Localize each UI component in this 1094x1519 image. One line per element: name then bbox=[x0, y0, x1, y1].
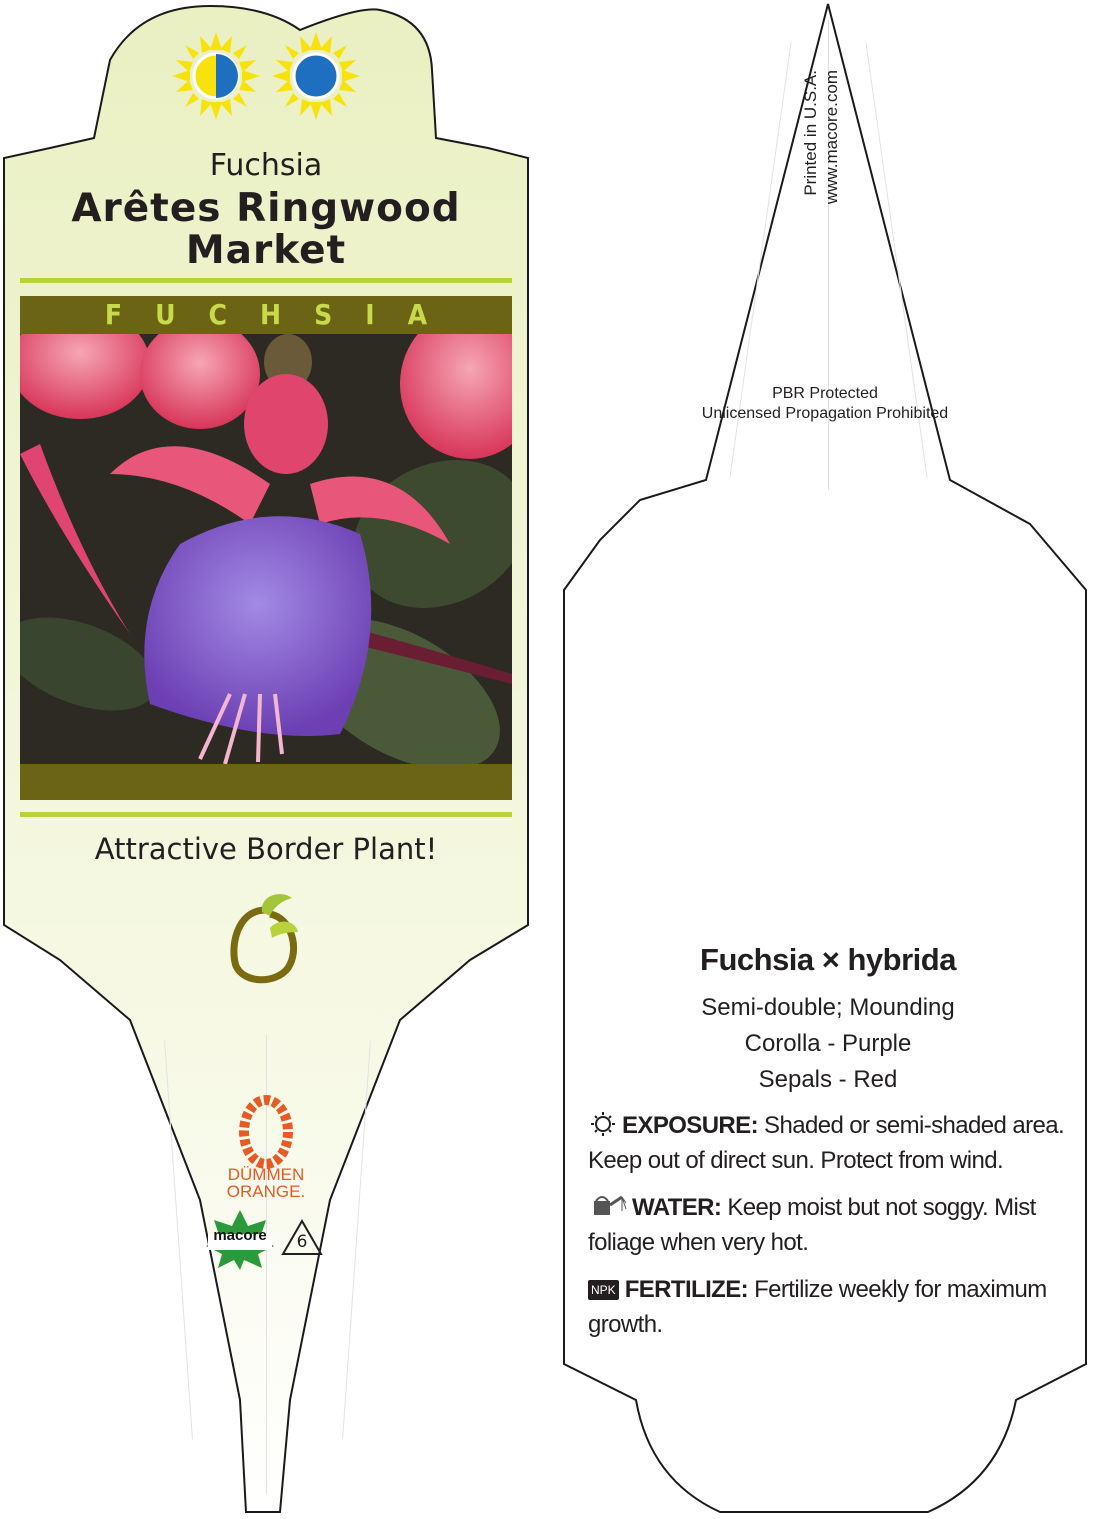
printed-line1: Printed in U.S.A. bbox=[801, 70, 820, 196]
printed-notice bbox=[800, 70, 842, 230]
pbr-line2: Unlicensed Propagation Prohibited bbox=[701, 405, 949, 422]
sun-outline-icon bbox=[588, 1111, 618, 1137]
flower-photo bbox=[20, 334, 512, 764]
watering-can-icon bbox=[588, 1191, 628, 1219]
band-label: FUCHSIA bbox=[104, 298, 461, 331]
care-water bbox=[588, 1190, 1068, 1260]
npk-icon: NPK bbox=[588, 1280, 619, 1300]
descriptor-corolla: Corolla - Purple bbox=[744, 1030, 912, 1057]
variety-name-line1: Arêtes Ringwood bbox=[71, 186, 461, 231]
sun-full-shade-icon bbox=[266, 30, 366, 130]
divider-rule-top bbox=[20, 278, 512, 283]
breeder-name-line1: DÜMMEN bbox=[227, 1165, 305, 1184]
seedling-logo-icon bbox=[226, 888, 306, 988]
macore-wordmark: macore bbox=[213, 1227, 267, 1244]
water-text: Keep moist but not soggy. Mist foliage when very hot. bbox=[588, 1194, 1036, 1256]
breeder-logo-icon bbox=[226, 1094, 306, 1174]
pbr-line1: PBR Protected bbox=[772, 385, 878, 402]
botanical-name: Fuchsia × hybrida bbox=[700, 942, 956, 977]
fertilize-text: Fertilize weekly for maximum growth. bbox=[588, 1276, 1047, 1338]
descriptor-habit: Semi-double; Mounding bbox=[701, 994, 955, 1021]
descriptor-sepals: Sepals - Red bbox=[758, 1066, 898, 1093]
sun-partial-shade-icon bbox=[166, 30, 266, 130]
variety-name-line2: Market bbox=[185, 228, 347, 273]
divider-rule-bottom bbox=[20, 812, 512, 817]
exposure-label: EXPOSURE: bbox=[622, 1112, 758, 1139]
recycle-code: 6 bbox=[296, 1232, 308, 1252]
photo-band-bottom bbox=[20, 764, 512, 800]
breeder-name bbox=[210, 1166, 322, 1200]
care-fertilize bbox=[588, 1272, 1068, 1342]
tagline: Attractive Border Plant! bbox=[94, 832, 438, 866]
common-name: Fuchsia bbox=[209, 148, 323, 183]
printed-line2: www.macore.com bbox=[822, 70, 841, 205]
water-label: WATER: bbox=[632, 1194, 722, 1221]
care-exposure bbox=[588, 1108, 1068, 1178]
exposure-text: Shaded or semi-shaded area. Keep out of direct sun. Protect from wind. bbox=[588, 1112, 1065, 1174]
fertilize-label: FERTILIZE: bbox=[624, 1276, 749, 1303]
breeder-name-line2: ORANGE. bbox=[226, 1182, 306, 1201]
pbr-notice bbox=[660, 384, 990, 424]
